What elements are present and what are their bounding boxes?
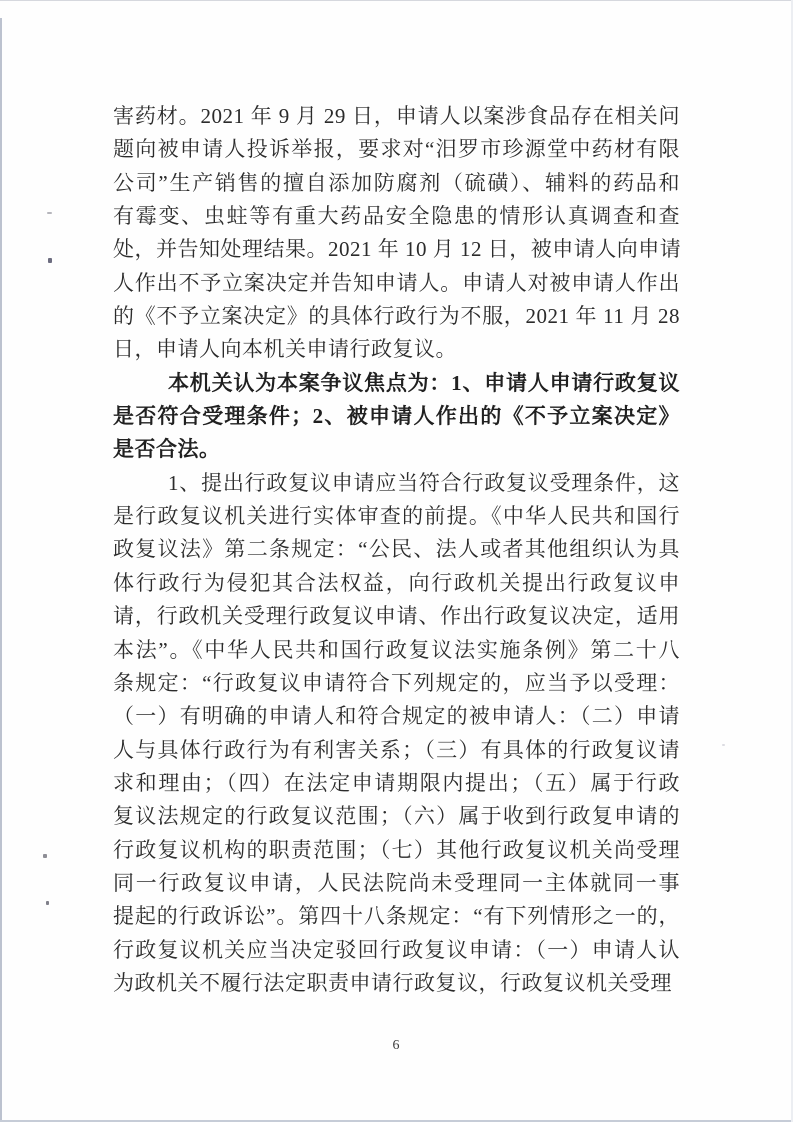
text-line: 公司”生产销售的擅自添加防腐剂（硫磺）、辅料的药品和: [113, 170, 680, 195]
text-line: 日，申请人向本机关申请行政复议。: [113, 337, 457, 362]
text-line: 行政复议机关应当决定驳回行政复议申请：（一）申请人认: [113, 937, 680, 962]
text-line: 是行政复议机关进行实体审查的前提。《中华人民共和国行: [113, 504, 680, 529]
text-line: 体行政行为侵犯其合法权益，向行政机关提出行政复议申: [113, 570, 680, 595]
document-body: [113, 100, 680, 1000]
text-line: 提起的行政诉讼”。第四十八条规定：“有下列情形之一的，: [113, 904, 680, 929]
text-line: 是否合法。: [113, 437, 221, 462]
page-number: 6: [392, 1038, 401, 1053]
text-line: 本机关认为本案争议焦点为：1、申请人申请行政复议: [168, 370, 680, 395]
text-line: 为政机关不履行法定职责申请行政复议，行政复议机关受理: [113, 970, 672, 995]
text-line: （一）有明确的申请人和符合规定的被申请人：（二）申请: [113, 704, 680, 729]
text-line: 求和理由；（四）在法定申请期限内提出；（五）属于行政: [113, 770, 680, 795]
text-line: 条规定：“行政复议申请符合下列规定的，应当予以受理：: [113, 670, 680, 695]
scan-edge-top: [0, 0, 793, 1]
scan-speck: [722, 744, 725, 746]
text-line: 的《不予立案决定》的具体行政行为不服，2021 年 11 月 28: [113, 304, 680, 329]
text-line: 同一行政复议申请，人民法院尚未受理同一主体就同一事: [113, 870, 680, 895]
text-line: 行政复议机构的职责范围；（七）其他行政复议机关尚受理: [113, 837, 680, 862]
text-line: 请，行政机关受理行政复议申请、作出行政复议决定，适用: [113, 604, 680, 629]
text-line: 害药材。2021 年 9 月 29 日，申请人以案涉食品存在相关问: [113, 104, 680, 128]
scan-speck: [47, 212, 52, 214]
scan-speck: [48, 258, 52, 263]
scan-speck: [46, 901, 49, 905]
text-line: 人作出不予立案决定并告知申请人。申请人对被申请人作出: [113, 270, 680, 295]
text-line: 政复议法》第二条规定：“公民、法人或者其他组织认为具: [113, 537, 680, 562]
text-line: 复议法规定的行政复议范围；（六）属于收到行政复申请的: [113, 804, 680, 829]
text-line: 处，并告知处理结果。2021 年 10 月 12 日，被申请人向申请: [113, 237, 682, 262]
text-line: 本法”。《中华人民共和国行政复议法实施条例》第二十八: [113, 637, 680, 662]
text-line: 1、提出行政复议申请应当符合行政复议受理条件，这: [168, 470, 680, 495]
text-line: 是否符合受理条件；2、被申请人作出的《不予立案决定》: [113, 404, 680, 429]
scan-edge-left: [0, 18, 2, 1122]
text-line: 人与具体行政行为有利害关系；（三）有具体的行政复议请: [113, 737, 680, 762]
text-line: 题向被申请人投诉举报，要求对“汨罗市珍源堂中药材有限: [113, 137, 680, 162]
text-line: 有霉变、虫蛀等有重大药品安全隐患的情形认真调查和查: [113, 204, 680, 229]
scan-speck: [43, 854, 47, 858]
